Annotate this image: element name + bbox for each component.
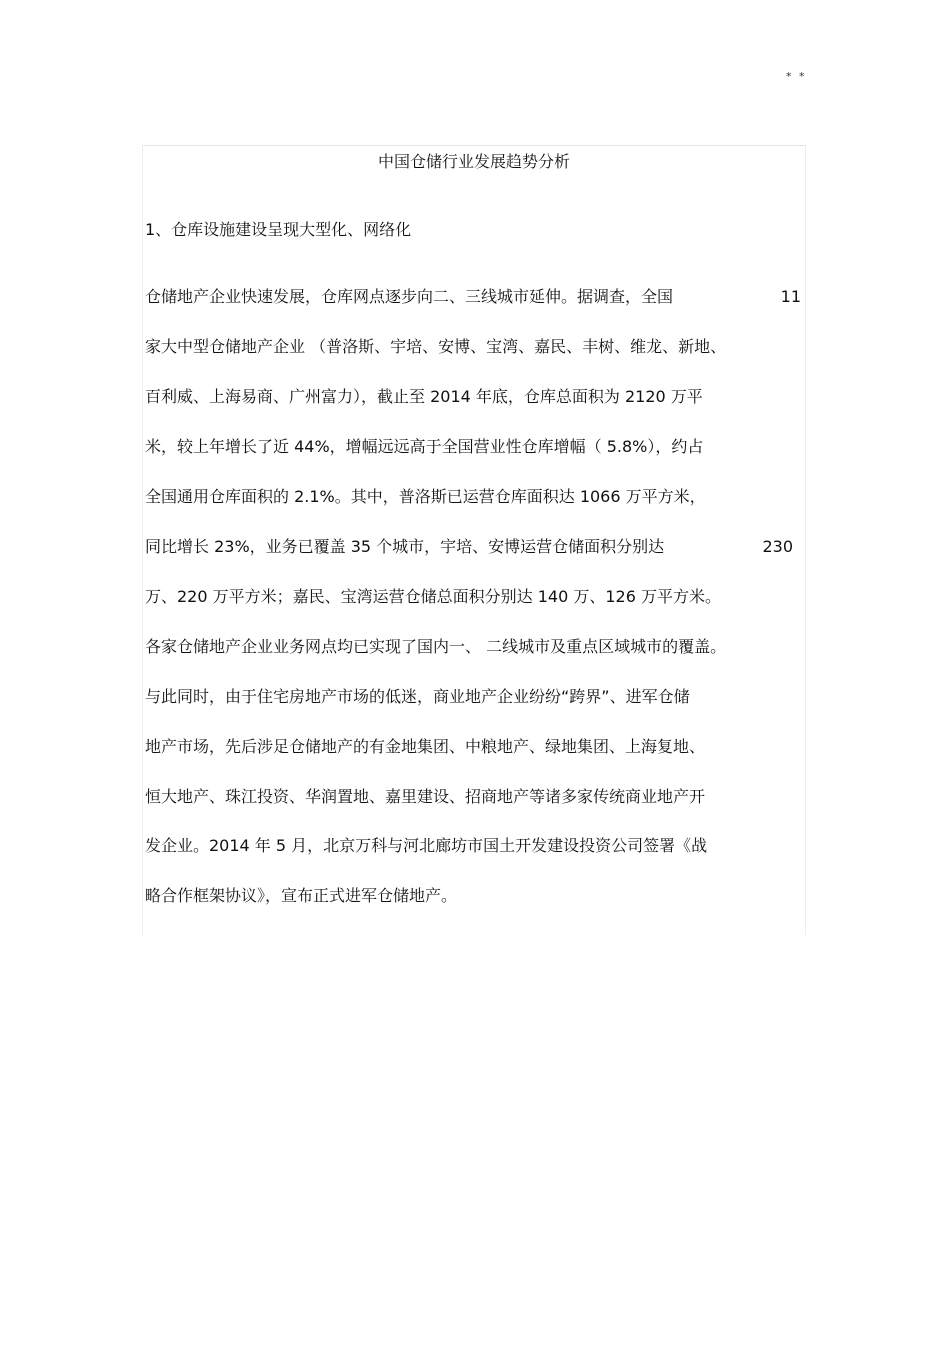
paragraph-line: 米，较上年增长了近 44%，增幅远远高于全国营业性仓库增幅（ 5.8%），约占	[145, 437, 704, 456]
paragraph-line: 恒大地产、珠江投资、华润置地、嘉里建设、招商地产等诸多家传统商业地产开	[145, 787, 706, 806]
paragraph-line-trailing: 11	[780, 287, 801, 306]
header-mark: * *	[786, 70, 807, 83]
paragraph-line: 发企业。2014 年 5 月，北京万科与河北廊坊市国土开发建设投资公司签署《战	[145, 836, 708, 855]
document-title: 中国仓储行业发展趋势分析	[377, 152, 570, 171]
paragraph-line: 各家仓储地产企业业务网点均已实现了国内一、 二线城市及重点区域城市的覆盖。	[145, 637, 727, 656]
section-heading: 1、仓库设施建设呈现大型化、网络化	[145, 220, 412, 239]
paragraph-line: 地产市场，先后涉足仓储地产的有金地集团、中粮地产、绿地集团、上海复地、	[145, 737, 706, 756]
paragraph-line	[145, 286, 805, 308]
paragraph-line: 百利威、上海易商、广州富力），截止至 2014 年底，仓库总面积为 2120 万平	[145, 387, 703, 406]
paragraph-line-trailing: 230	[762, 537, 793, 556]
paragraph-line: 与此同时，由于住宅房地产市场的低迷，商业地产企业纷纷“跨界”、进军仓储	[145, 687, 690, 706]
paragraph-line: 家大中型仓储地产企业 （普洛斯、宇培、安博、宝湾、嘉民、丰树、维龙、新地、	[145, 337, 727, 356]
paragraph-line: 略合作框架协议》，宣布正式进军仓储地产。	[145, 886, 458, 905]
paragraph-line: 万、220 万平方米；嘉民、宝湾运营仓储总面积分别达 140 万、126 万平方米。	[145, 587, 721, 606]
paragraph-line-text: 仓储地产企业快速发展，仓库网点逐步向二、三线城市延伸。据调查，全国	[145, 287, 674, 306]
paragraph-line: 全国通用仓库面积的 2.1%。其中，普洛斯已运营仓库面积达 1066 万平方米，	[145, 487, 706, 506]
paragraph-line-text: 同比增长 23%，业务已覆盖 35 个城市，宇培、安博运营仓储面积分别达	[145, 537, 665, 556]
paragraph-line	[145, 536, 805, 558]
